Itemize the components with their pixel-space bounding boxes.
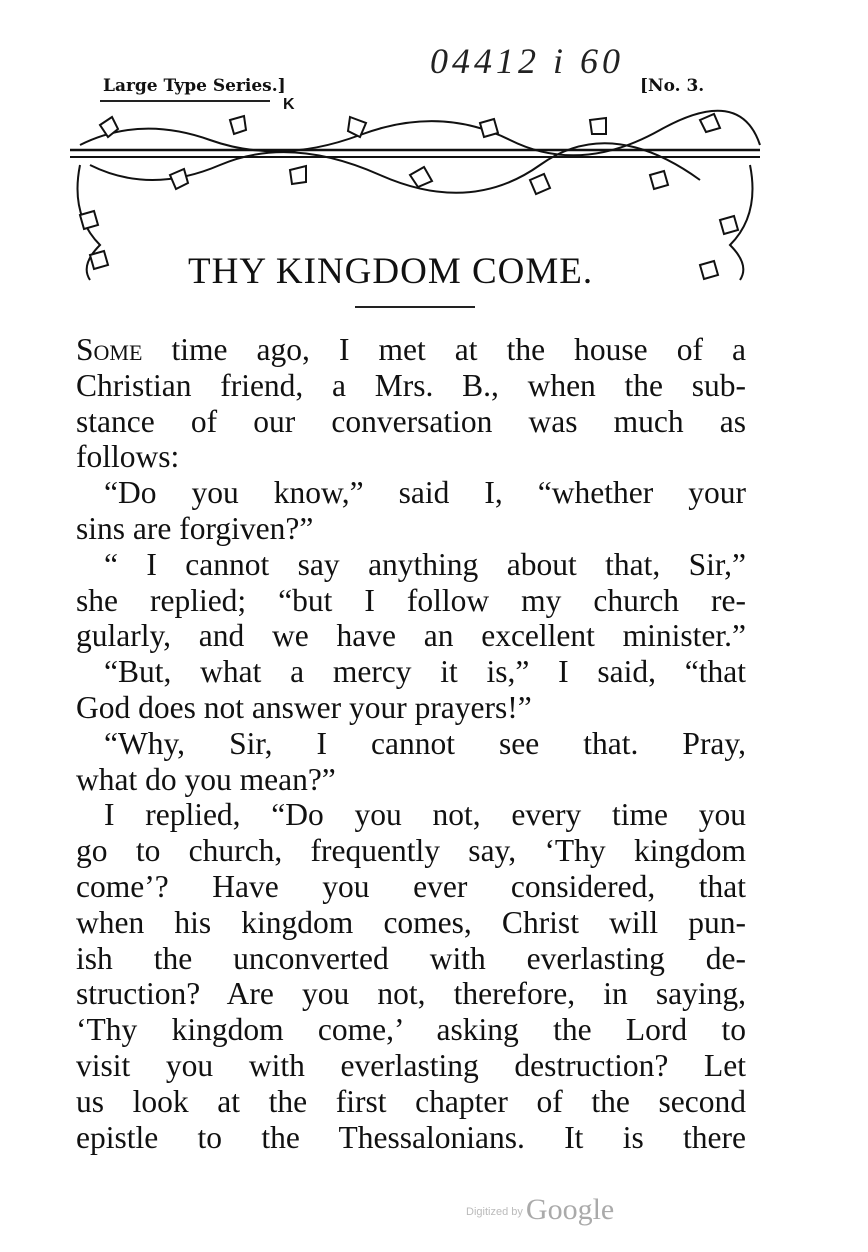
text-line: God does not answer your prayers!” [76,689,532,725]
text-line: what do you mean?” [76,761,336,797]
issue-number: [No. 3. [640,76,705,96]
handwritten-shelfmark: 04412 i 60 [430,41,625,81]
text-line: “But, what a mercy it is,” I said, “that [104,654,746,690]
text-line: go to church, frequently say, ‘Thy kingdom [76,833,746,869]
series-underline [100,100,270,102]
drop-word: Some [76,332,172,367]
text-line: sins are forgiven?” [76,510,314,546]
line-text: time ago, I met at the house of a [171,332,746,367]
text-line: visit you with everlasting destruction? Let [76,1047,746,1083]
text-line: when his kingdom comes, Christ will pun- [76,904,746,940]
text-line: struction? Are you not, therefore, in saying, [76,976,746,1012]
text-line: “ I cannot say anything about that, Sir,” [104,546,746,582]
text-line: follows: [76,439,180,475]
text-line: ‘Thy kingdom come,’ asking the Lord to [76,1012,746,1048]
text-line: “Do you know,” said I, “whether your [104,475,746,511]
watermark-brand: Google [525,1193,615,1226]
text-line: stance of our conversation was much as [76,403,746,439]
text-line: us look at the first chapter of the second [76,1083,746,1119]
text-line: Christian friend, a Mrs. B., when the sub- [76,367,746,403]
page-title: THY KINGDOM COME. [188,251,594,292]
text-line: ish the unconverted with everlasting de- [76,940,746,976]
text-line [76,332,746,368]
series-label: Large Type Series.] [103,76,286,96]
handwritten-mark: K [283,96,295,113]
text-line: she replied; “but I follow my church re- [76,582,746,618]
title-rule [355,306,475,308]
text-line: gularly, and we have an excellent minister.” [76,618,746,654]
text-line: “Why, Sir, I cannot see that. Pray, [104,725,746,761]
watermark-prefix: Digitized by [466,1206,523,1218]
body-text [76,332,746,1155]
text-line: epistle to the Thessalonians. It is there [76,1119,746,1155]
digitized-watermark [466,1193,614,1227]
text-line: come’? Have you ever considered, that [76,868,746,904]
text-line: I replied, “Do you not, every time you [104,797,746,833]
